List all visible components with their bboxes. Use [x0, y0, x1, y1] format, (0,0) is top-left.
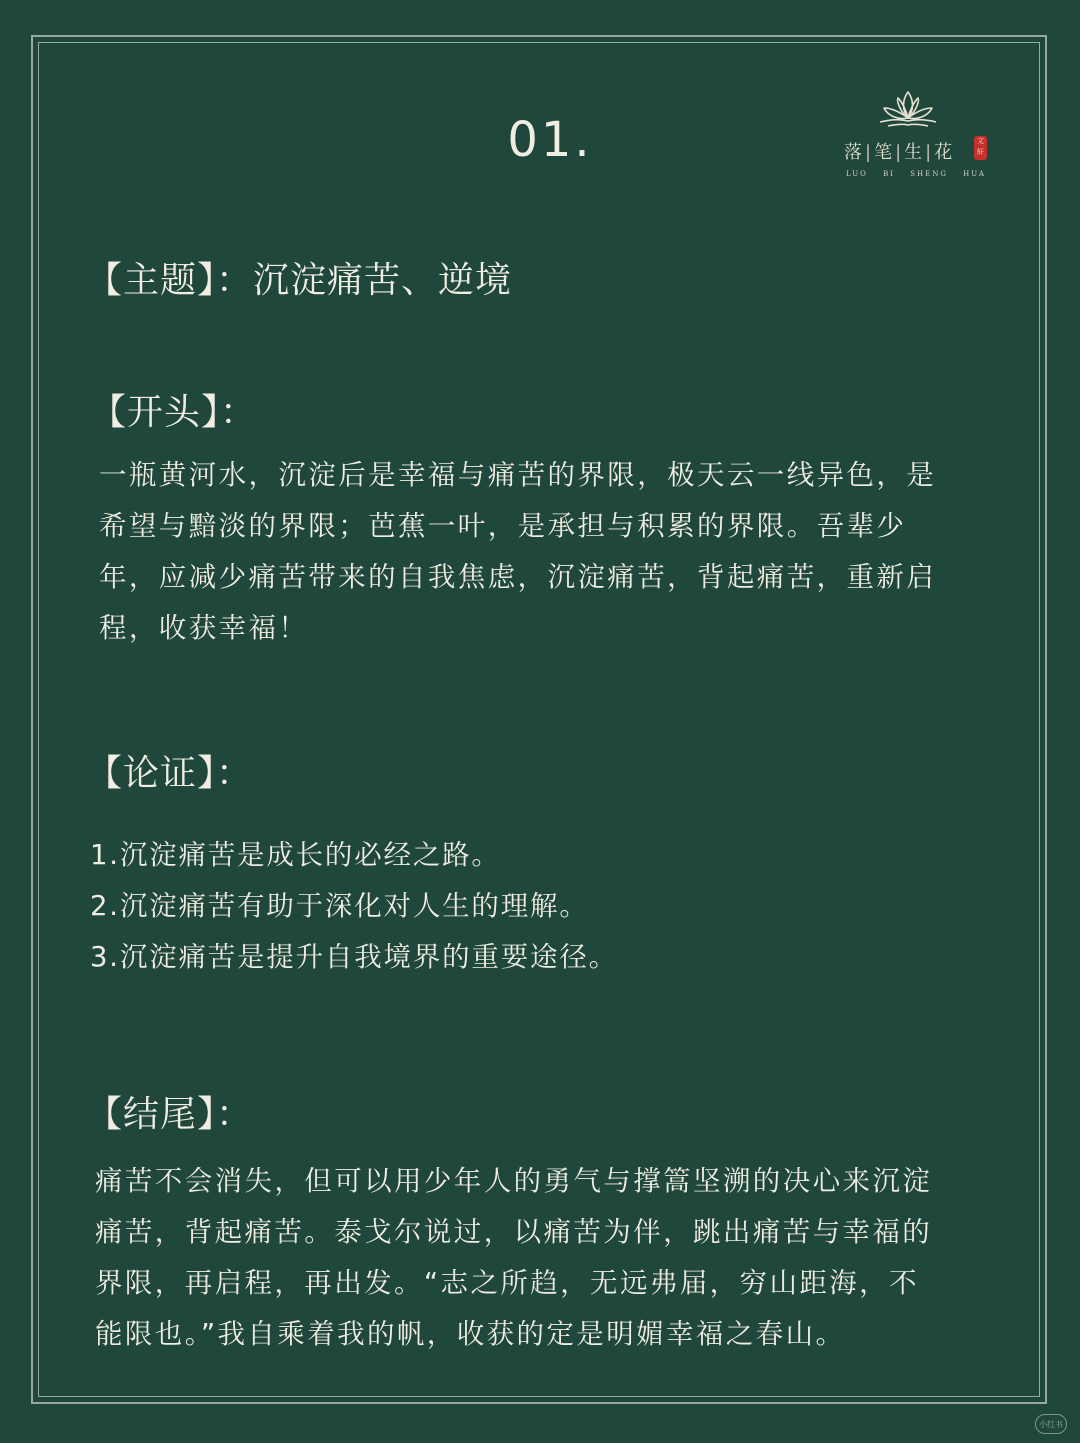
logo-char: 生	[904, 142, 923, 163]
brand-logo	[838, 88, 998, 188]
logo-pinyin-item: HUA	[963, 170, 986, 178]
argument-point: 2.沉淀痛苦有助于深化对人生的理解。	[90, 890, 589, 922]
opening-heading: 【开头】：	[90, 392, 258, 433]
logo-pinyin-item: SHENG	[910, 170, 948, 178]
ending-paragraph	[95, 1156, 932, 1360]
watermark: 小红书	[1035, 1414, 1067, 1434]
logo-char: 花	[934, 142, 953, 163]
logo-pinyin-item: LUO	[846, 170, 868, 178]
logo-seal: 文轩	[974, 136, 987, 160]
argument-point: 1.沉淀痛苦是成长的必经之路。	[90, 839, 501, 871]
lotus-icon	[876, 88, 940, 132]
paragraph-line: 程，收获幸福！	[99, 612, 309, 644]
logo-pinyin	[846, 170, 986, 178]
paragraph-line: 一瓶黄河水，沉淀后是幸福与痛苦的界限，极天云一线异色，是	[99, 459, 937, 491]
ending-heading: 【结尾】：	[86, 1094, 254, 1135]
paragraph-line: 界限，再启程，再出发。“志之所趋，无远弗届，穷山距海，不	[95, 1267, 919, 1299]
argument-point: 3.沉淀痛苦是提升自我境界的重要途径。	[90, 941, 618, 973]
paragraph-line: 痛苦，背起痛苦。泰戈尔说过，以痛苦为伴，跳出痛苦与幸福的	[95, 1216, 933, 1248]
logo-text: 落 | 笔 | 生 | 花	[844, 142, 953, 163]
argument-list	[90, 830, 618, 983]
paragraph-line: 年，应减少痛苦带来的自我焦虑，沉淀痛苦，背起痛苦，重新启	[99, 561, 937, 593]
logo-char: 落	[844, 142, 862, 163]
opening-paragraph	[99, 450, 936, 654]
page-number: 01.	[507, 112, 593, 168]
logo-char: 笔	[874, 142, 893, 163]
theme-heading: 【主题】：沉淀痛苦、逆境	[86, 260, 513, 301]
paragraph-line: 能限也。”我自乘着我的帆，收获的定是明媚幸福之春山。	[95, 1318, 846, 1350]
logo-pinyin-item: BI	[883, 170, 896, 178]
argument-heading: 【论证】：	[86, 753, 254, 794]
paragraph-line: 痛苦不会消失，但可以用少年人的勇气与撑篙坚溯的决心来沉淀	[95, 1165, 933, 1197]
paragraph-line: 希望与黯淡的界限；芭蕉一叶，是承担与积累的界限。吾辈少	[99, 510, 907, 542]
